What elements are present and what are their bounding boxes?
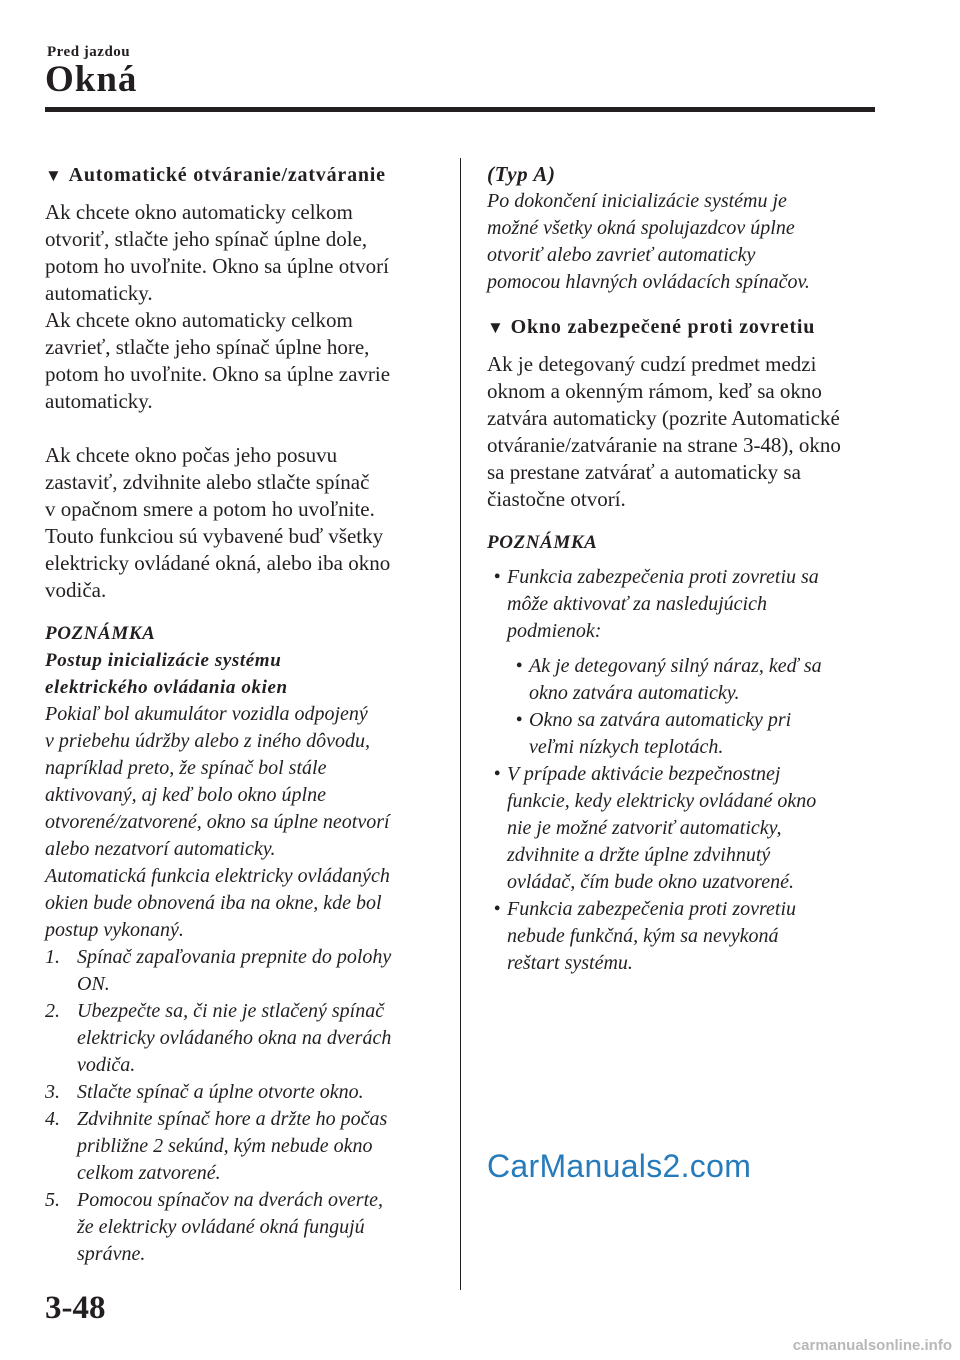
section-heading-auto: [45, 160, 440, 191]
text-line: postup vykonaný.: [45, 919, 184, 941]
text-line: Touto funkciou sú vybavené buď všetky: [45, 524, 384, 548]
text-line: vodiča.: [45, 578, 107, 602]
text-line: v opačnom smere a potom ho uvoľnite.: [45, 497, 375, 521]
section-heading-pinch: [487, 312, 872, 343]
text-line: zastaviť, zdvihnite alebo stlačte spínač: [45, 470, 370, 494]
text-line: podmienok:: [507, 620, 602, 642]
text-line: elektricky ovládaného okna na dverách: [77, 1027, 392, 1049]
text-line: reštart systému.: [507, 952, 633, 974]
text-line: nie je možné zatvoriť automaticky,: [507, 817, 782, 839]
paragraph-auto-open-close: [45, 199, 440, 415]
text-line: okno zatvára automaticky.: [529, 682, 740, 704]
text-line: v priebehu údržby alebo z iného dôvodu,: [45, 730, 370, 752]
text-line: Ak chcete okno automaticky celkom: [45, 308, 353, 332]
triangle-down-icon: ▼: [487, 318, 505, 337]
text-line: nebude funkčná, kým sa nevykoná: [507, 925, 779, 947]
text-line: približne 2 sekúnd, kým nebude okno: [77, 1135, 373, 1157]
note-bullet: [487, 564, 872, 645]
note-sub-bullet: [487, 653, 872, 707]
bullet-icon: •: [493, 763, 501, 785]
typ-title: (Typ A): [487, 162, 556, 186]
bullet-text: [507, 761, 816, 896]
text-line: funkcie, kedy elektricky ovládané okno: [507, 790, 817, 812]
text-line: potom ho uvoľnite. Okno sa úplne otvorí: [45, 254, 389, 278]
text-line: otváranie/zatváranie na strane 3-48), okno: [487, 433, 841, 457]
text-line: alebo nezatvorí automaticky.: [45, 838, 276, 860]
text-line: Pokiaľ bol akumulátor vozidla odpojený: [45, 703, 368, 725]
text-line: otvorené/zatvorené, okno sa úplne neotvorí: [45, 811, 390, 833]
text-line: automaticky.: [45, 389, 153, 413]
text-line: Spínač zapaľovania prepnite do polohy: [77, 946, 392, 968]
text-line: zatvára automaticky (pozrite Automatické: [487, 406, 840, 430]
step-number: 1.: [45, 946, 60, 968]
text-line: V prípade aktivácie bezpečnostnej: [507, 763, 781, 785]
step-text: [77, 944, 391, 998]
step-item: [45, 944, 440, 998]
step-item: [45, 998, 440, 1079]
footer-url: carmanualsonline.info: [792, 1337, 952, 1354]
text-line: Ak je detegovaný cudzí predmet medzi: [487, 352, 817, 376]
triangle-down-icon: ▼: [45, 166, 63, 185]
text-line: elektrického ovládania okien: [45, 677, 288, 698]
text-line: správne.: [77, 1243, 146, 1265]
text-line: Ak chcete okno počas jeho posuvu: [45, 443, 338, 467]
text-line: pomocou hlavných ovládacích spínačov.: [487, 271, 810, 293]
typ-text: [487, 188, 872, 296]
note-sub-bullet: [487, 707, 872, 761]
step-item: [45, 1079, 440, 1106]
text-line: môže aktivovať za nasledujúcich: [507, 593, 767, 615]
bullet-icon: •: [493, 898, 501, 920]
paragraph-pinch: [487, 351, 872, 513]
text-line: Po dokončení inicializácie systému je: [487, 190, 787, 212]
text-line: veľmi nízkych teplotách.: [529, 736, 724, 758]
right-column: [487, 160, 872, 977]
text-line: Automatická funkcia elektricky ovládaných: [45, 865, 390, 887]
text-line: Funkcia zabezpečenia proti zovretiu sa: [507, 566, 819, 588]
section-label: Pred jazdou: [47, 44, 131, 60]
step-item: [45, 1187, 440, 1268]
watermark-logo: CarManuals2.com: [487, 1148, 752, 1184]
header-rule: [45, 107, 875, 112]
text-line: celkom zatvorené.: [77, 1162, 221, 1184]
page-number: 3-48: [45, 1290, 106, 1326]
step-text: [77, 1187, 383, 1268]
section-heading-text: Automatické otváranie/zatváranie: [68, 164, 386, 186]
note-bullet: [487, 896, 872, 977]
bullet-text: [529, 653, 822, 707]
step-number: 4.: [45, 1108, 60, 1130]
step-text: [77, 1079, 364, 1106]
page-title: Okná: [45, 59, 138, 100]
text-line: otvoriť, stlačte jeho spínač úplne dole,: [45, 227, 368, 251]
text-line: že elektricky ovládané okná fungujú: [77, 1216, 365, 1238]
text-line: napríklad preto, že spínač bol stále: [45, 757, 327, 779]
text-line: ovládač, čím bude okno uzatvorené.: [507, 871, 794, 893]
text-line: čiastočne otvorí.: [487, 487, 626, 511]
step-item: [45, 1106, 440, 1187]
text-line: Postup inicializácie systému: [45, 650, 282, 671]
step-text: [77, 1106, 387, 1187]
bullet-text: [507, 564, 819, 645]
bullet-text: [529, 707, 791, 761]
text-line: vodiča.: [77, 1054, 136, 1076]
text-line: Funkcia zabezpečenia proti zovretiu: [507, 898, 797, 920]
text-line: elektricky ovládané okná, alebo iba okno: [45, 551, 391, 575]
text-line: zavrieť, stlačte jeho spínač úplne hore,: [45, 335, 370, 359]
text-line: Stlačte spínač a úplne otvorte okno.: [77, 1081, 364, 1103]
step-text: [77, 998, 391, 1079]
bullet-icon: •: [515, 655, 523, 677]
note-title: [45, 647, 440, 701]
text-line: Ubezpečte sa, či nie je stlačený spínač: [77, 1000, 385, 1022]
text-line: ON.: [77, 973, 110, 995]
text-line: Zdvihnite spínač hore a držte ho počas: [77, 1108, 388, 1130]
text-line: oknom a okenným rámom, keď sa okno: [487, 379, 822, 403]
text-line: otvoriť alebo zavrieť automaticky: [487, 244, 756, 266]
bullet-icon: •: [515, 709, 523, 731]
text-line: aktivovaný, aj keď bolo okno úplne: [45, 784, 326, 806]
section-heading-text: Okno zabezpečené proti zovretiu: [510, 316, 816, 338]
note-text: [45, 701, 440, 944]
step-number: 5.: [45, 1189, 60, 1211]
text-line: potom ho uvoľnite. Okno sa úplne zavrie: [45, 362, 391, 386]
text-line: sa prestane zatvárať a automaticky sa: [487, 460, 801, 484]
text-line: Pomocou spínačov na dverách overte,: [77, 1189, 384, 1211]
text-line: Ak chcete okno automaticky celkom: [45, 200, 353, 224]
note-label: POZNÁMKA: [45, 623, 156, 644]
note-bullet: [487, 761, 872, 896]
bullet-icon: •: [493, 566, 501, 588]
text-line: zdvihnite a držte úplne zdvihnutý: [507, 844, 771, 866]
step-number: 3.: [45, 1081, 60, 1103]
text-line: automaticky.: [45, 281, 153, 305]
bullet-text: [507, 896, 796, 977]
text-line: Ak je detegovaný silný náraz, keď sa: [529, 655, 822, 677]
text-line: možné všetky okná spolujazdcov úplne: [487, 217, 795, 239]
step-number: 2.: [45, 1000, 60, 1022]
note-label: POZNÁMKA: [487, 532, 598, 553]
text-line: Okno sa zatvára automaticky pri: [529, 709, 792, 731]
column-divider: [460, 158, 461, 1290]
left-column: [45, 160, 440, 1268]
paragraph-stop-window: [45, 442, 440, 604]
text-line: okien bude obnovená iba na okne, kde bol: [45, 892, 382, 914]
